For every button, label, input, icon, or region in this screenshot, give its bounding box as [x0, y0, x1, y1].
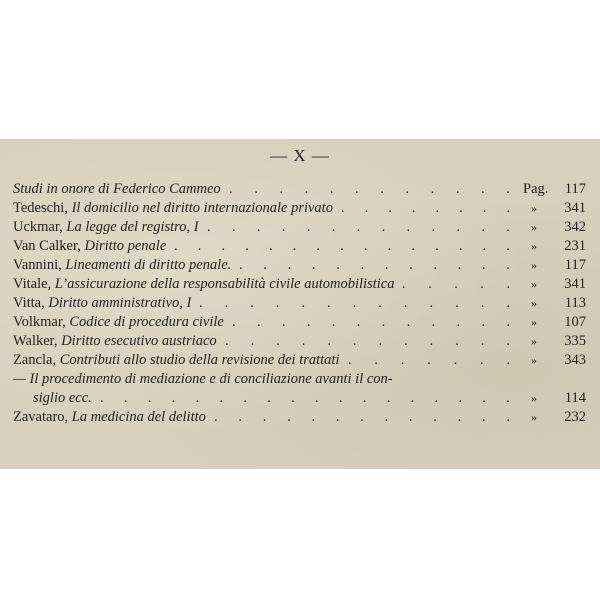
leader-dot: . — [408, 409, 413, 425]
entry-text — [13, 370, 393, 389]
leader-dot: . — [195, 390, 200, 406]
leader-dot: . — [331, 219, 336, 235]
leader-dot: . — [356, 314, 361, 330]
leader-dot: . — [506, 352, 510, 368]
entry-page-number: 335 — [564, 333, 586, 349]
index-entries — [0, 180, 600, 427]
leader-dot: . — [364, 200, 369, 216]
leader-dot: . — [429, 333, 434, 349]
leader-dot: . — [174, 238, 178, 254]
leader-dot: . — [360, 409, 364, 425]
index-entry — [0, 256, 600, 275]
entry-title: — Il procedimento di mediazione e di conciliazione avanti il con- — [13, 371, 393, 387]
leader-dot: . — [254, 181, 258, 197]
entry-page-number: 343 — [564, 352, 586, 368]
leader-dot: . — [386, 390, 391, 406]
leader-dot: . — [506, 276, 510, 292]
leader-dot: . — [387, 238, 392, 254]
leader-dot: . — [381, 219, 386, 235]
dot-leader — [100, 389, 510, 408]
leader-dot: . — [455, 181, 460, 197]
leader-dot: . — [281, 219, 286, 235]
leader-dot: . — [384, 257, 389, 273]
leader-dot: . — [292, 238, 297, 254]
leader-dot: . — [506, 314, 510, 330]
entry-author: Walker, — [13, 333, 62, 349]
same-as-above-mark: » — [531, 296, 537, 310]
leader-dot: . — [459, 200, 463, 216]
dot-leader — [232, 313, 510, 332]
leader-dot: . — [506, 219, 510, 235]
leader-dot: . — [402, 276, 406, 292]
leader-dot: . — [427, 352, 431, 368]
entry-title: Studi in onore di Federico Cammeo — [13, 181, 221, 197]
leader-dot: . — [481, 181, 485, 197]
leader-dot: . — [262, 409, 267, 425]
leader-dot: . — [481, 409, 486, 425]
dot-leader — [199, 294, 510, 313]
entry-author: Volkmar, — [13, 314, 70, 330]
dot-leader — [229, 180, 510, 199]
leader-dot: . — [341, 200, 345, 216]
leader-dot: . — [329, 181, 334, 197]
entry-author: Van Calker, — [13, 238, 85, 254]
same-as-above-mark: » — [531, 277, 537, 291]
entry-page-number: 117 — [564, 181, 586, 197]
leader-dot: . — [301, 295, 306, 311]
index-entry — [0, 237, 600, 256]
leader-dot: . — [381, 314, 386, 330]
leader-dot: . — [481, 257, 486, 273]
leader-dot: . — [455, 333, 459, 349]
entry-page-number: 107 — [564, 314, 586, 330]
leader-dot: . — [327, 295, 331, 311]
leader-dot: . — [406, 314, 411, 330]
leader-dot: . — [287, 257, 292, 273]
index-entry — [0, 218, 600, 237]
index-entry — [0, 389, 600, 408]
leader-dot: . — [100, 390, 104, 406]
leader-dot: . — [506, 238, 510, 254]
leader-dot: . — [506, 257, 510, 273]
leader-dot: . — [311, 409, 316, 425]
leader-dot: . — [232, 314, 236, 330]
leader-dot: . — [335, 409, 340, 425]
same-as-above-mark: » — [531, 353, 537, 367]
entry-author: Uckmar, — [13, 219, 67, 235]
leader-dot: . — [123, 390, 128, 406]
entry-author: Zancla, — [13, 352, 60, 368]
same-as-above-mark: » — [531, 315, 537, 329]
entry-page-number: 341 — [564, 200, 586, 216]
leader-dot: . — [435, 238, 439, 254]
dot-leader — [214, 408, 510, 427]
leader-dot: . — [199, 295, 203, 311]
leader-dot: . — [454, 276, 458, 292]
leader-dot: . — [384, 409, 389, 425]
leader-dot: . — [403, 295, 408, 311]
entry-page-number: 117 — [564, 257, 586, 273]
leader-dot: . — [431, 314, 436, 330]
leader-dot: . — [506, 181, 510, 197]
entry-text — [13, 275, 394, 294]
leader-dot: . — [479, 352, 484, 368]
leader-dot: . — [250, 295, 254, 311]
entry-title: La legge del registro, I — [66, 219, 199, 235]
leader-dot: . — [482, 238, 487, 254]
index-entry — [0, 199, 600, 218]
entry-text — [13, 218, 199, 237]
leader-dot: . — [453, 352, 458, 368]
pag-label: Pag. — [523, 181, 549, 197]
entry-text — [13, 408, 206, 427]
entry-page-number: 341 — [564, 276, 586, 292]
entry-text — [13, 332, 217, 351]
entry-text — [13, 313, 224, 332]
entry-author: Vannini, — [13, 257, 66, 273]
leader-dot: . — [410, 390, 415, 406]
index-entry — [0, 275, 600, 294]
leader-dot: . — [388, 200, 392, 216]
leader-dot: . — [458, 390, 462, 406]
same-as-above-mark: » — [531, 391, 537, 405]
leader-dot: . — [429, 295, 434, 311]
leader-dot: . — [331, 314, 336, 330]
leader-dot: . — [458, 238, 463, 254]
entry-text — [13, 256, 231, 275]
entry-text — [13, 237, 166, 256]
leader-dot: . — [434, 390, 439, 406]
leader-dot: . — [224, 295, 229, 311]
book-index-page — [0, 139, 600, 469]
leader-dot: . — [400, 352, 405, 368]
leader-dot: . — [301, 333, 306, 349]
entry-text — [13, 199, 333, 218]
dot-leader — [341, 199, 510, 218]
entry-title: Il domicilio nel diritto internazionale privato — [71, 200, 333, 216]
index-entry — [0, 351, 600, 370]
entry-author: Tedeschi, — [13, 200, 72, 216]
entry-text — [13, 351, 340, 370]
leader-dot: . — [268, 238, 273, 254]
leader-dot: . — [315, 390, 319, 406]
leader-dot: . — [428, 276, 432, 292]
entry-text — [13, 180, 221, 199]
leader-dot: . — [147, 390, 152, 406]
leader-dot: . — [338, 390, 343, 406]
leader-dot: . — [456, 314, 461, 330]
entry-title: siglio ecc. — [33, 390, 92, 406]
index-entry — [0, 294, 600, 313]
leader-dot: . — [355, 181, 359, 197]
leader-dot: . — [506, 200, 510, 216]
leader-dot: . — [481, 219, 485, 235]
leader-dot: . — [433, 257, 437, 273]
index-entry — [0, 332, 600, 351]
leader-dot: . — [219, 390, 224, 406]
leader-dot: . — [506, 409, 510, 425]
leader-dot: . — [482, 200, 487, 216]
leader-dot: . — [409, 257, 413, 273]
leader-dot: . — [207, 219, 211, 235]
leader-dot: . — [352, 295, 357, 311]
index-entry — [0, 313, 600, 332]
leader-dot: . — [336, 257, 340, 273]
leader-dot: . — [221, 238, 226, 254]
leader-dot: . — [433, 409, 437, 425]
entry-author: Vitta, — [13, 295, 49, 311]
leader-dot: . — [348, 352, 352, 368]
leader-dot: . — [306, 219, 311, 235]
index-entry — [0, 370, 600, 389]
leader-dot: . — [482, 390, 486, 406]
leader-dot: . — [457, 409, 462, 425]
leader-dot: . — [506, 333, 510, 349]
leader-dot: . — [267, 390, 271, 406]
leader-dot: . — [374, 352, 379, 368]
entry-title: Diritto amministrativo, I — [48, 295, 192, 311]
leader-dot: . — [214, 409, 218, 425]
same-as-above-mark: » — [531, 220, 537, 234]
leader-dot: . — [256, 314, 261, 330]
leader-dot: . — [405, 181, 410, 197]
entry-author: Vitale, — [13, 276, 55, 292]
leader-dot: . — [480, 333, 485, 349]
same-as-above-mark: » — [531, 334, 537, 348]
same-as-above-mark: » — [531, 201, 537, 215]
entry-author: Zavataro, — [13, 409, 72, 425]
entry-page-number: 113 — [564, 295, 586, 311]
leader-dot: . — [456, 219, 460, 235]
leader-dot: . — [238, 409, 242, 425]
leader-dot: . — [340, 238, 344, 254]
leader-dot: . — [457, 257, 462, 273]
leader-dot: . — [435, 200, 440, 216]
leader-dot: . — [362, 390, 367, 406]
entry-title: Lineamenti di diritto penale. — [65, 257, 232, 273]
leader-dot: . — [380, 181, 384, 197]
leader-dot: . — [287, 409, 291, 425]
entry-text — [13, 294, 191, 313]
leader-dot: . — [360, 257, 365, 273]
leader-dot: . — [327, 333, 331, 349]
leader-dot: . — [480, 295, 485, 311]
leader-dot: . — [281, 314, 286, 330]
entry-title: Diritto esecutivo austriaco — [61, 333, 217, 349]
entry-title: L’assicurazione della responsabilità civile automobilistica — [54, 276, 395, 292]
dot-leader — [225, 332, 510, 351]
leader-dot: . — [363, 238, 368, 254]
entry-text — [33, 389, 92, 408]
leader-dot: . — [378, 295, 382, 311]
same-as-above-mark: » — [531, 410, 537, 424]
entry-title: La medicina del delitto — [71, 409, 206, 425]
entry-page-number: 114 — [564, 390, 586, 406]
leader-dot: . — [406, 219, 411, 235]
dot-leader — [239, 256, 510, 275]
leader-dot: . — [404, 333, 408, 349]
leader-dot: . — [239, 257, 243, 273]
dot-leader — [402, 275, 510, 294]
leader-dot: . — [506, 390, 510, 406]
leader-dot: . — [411, 200, 416, 216]
leader-dot: . — [225, 333, 229, 349]
page-header: — X — — [270, 146, 330, 165]
leader-dot: . — [304, 181, 309, 197]
leader-dot: . — [231, 219, 236, 235]
entry-page-number: 231 — [564, 238, 586, 254]
dot-leader — [174, 237, 510, 256]
leader-dot: . — [311, 257, 316, 273]
same-as-above-mark: » — [531, 258, 537, 272]
same-as-above-mark: » — [531, 239, 537, 253]
entry-title: Contributi allo studio della revisione dei trattati — [59, 352, 340, 368]
leader-dot: . — [245, 238, 249, 254]
dot-leader — [207, 218, 510, 237]
leader-dot: . — [411, 238, 415, 254]
leader-dot: . — [229, 181, 233, 197]
leader-dot: . — [250, 333, 255, 349]
entry-title: Codice di procedura civile — [69, 314, 224, 330]
leader-dot: . — [256, 219, 261, 235]
leader-dot: . — [276, 333, 280, 349]
leader-dot: . — [306, 314, 311, 330]
dot-leader — [348, 351, 510, 370]
entry-title: Diritto penale — [84, 238, 167, 254]
leader-dot: . — [481, 314, 485, 330]
index-entry — [0, 180, 600, 199]
leader-dot: . — [316, 238, 321, 254]
leader-dot: . — [480, 276, 484, 292]
leader-dot: . — [455, 295, 459, 311]
leader-dot: . — [506, 295, 510, 311]
leader-dot: . — [378, 333, 383, 349]
entry-page-number: 232 — [564, 409, 586, 425]
leader-dot: . — [197, 238, 202, 254]
leader-dot: . — [171, 390, 176, 406]
leader-dot: . — [243, 390, 247, 406]
leader-dot: . — [431, 219, 436, 235]
leader-dot: . — [279, 181, 284, 197]
leader-dot: . — [263, 257, 267, 273]
leader-dot: . — [430, 181, 435, 197]
leader-dot: . — [356, 219, 361, 235]
leader-dot: . — [275, 295, 280, 311]
index-entry — [0, 408, 600, 427]
entry-page-number: 342 — [564, 219, 586, 235]
leader-dot: . — [352, 333, 357, 349]
leader-dot: . — [291, 390, 295, 406]
